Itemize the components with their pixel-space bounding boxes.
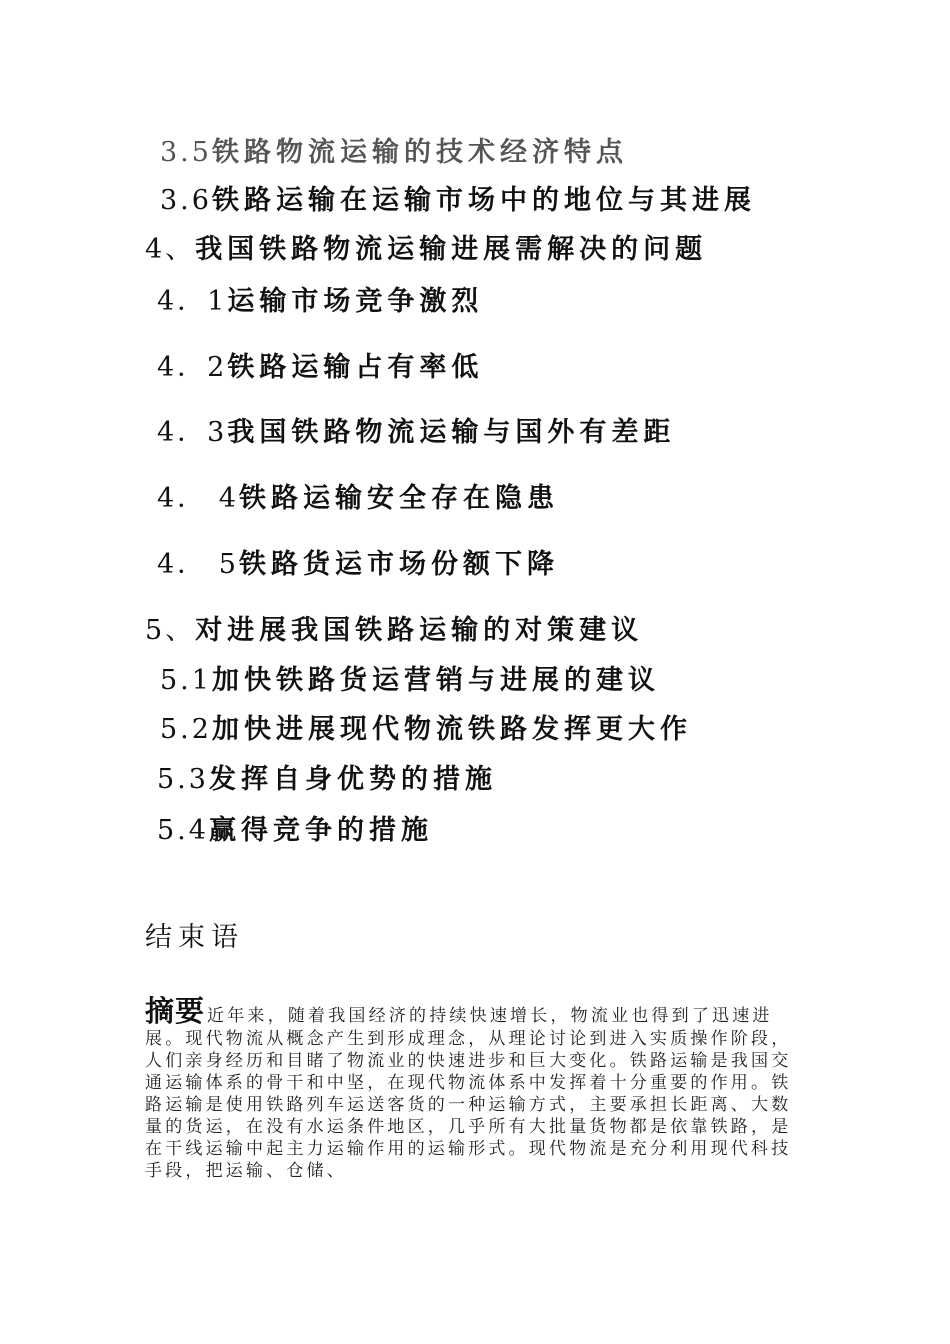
toc-title: 我国铁路物流运输与国外有差距	[227, 417, 676, 448]
toc-title: 运输市场竞争激烈	[227, 286, 484, 317]
toc-entry-4	[145, 233, 707, 267]
toc-title: 铁路运输在运输市场中的地位与其进展	[211, 185, 756, 216]
toc-number: 4、	[145, 234, 196, 265]
toc-number: 5.4	[157, 815, 209, 846]
toc-title: 对进展我国铁路运输的对策建议	[195, 615, 644, 646]
toc-number: 4． 5	[157, 549, 239, 580]
toc-entry-4-2	[157, 351, 483, 385]
toc-title: 赢得竞争的措施	[208, 815, 433, 846]
toc-entry-5	[145, 614, 643, 648]
toc-title: 发挥自身优势的措施	[208, 764, 497, 795]
toc-number: 4． 4	[157, 483, 239, 514]
toc-entry-4-5	[157, 548, 559, 582]
toc-number: 3.6	[160, 185, 212, 216]
toc-number: 5.1	[160, 665, 212, 696]
toc-title: 铁路货运市场份额下降	[238, 549, 559, 580]
toc-number: 5.2	[160, 714, 212, 745]
toc-entry-3-5	[160, 136, 628, 170]
toc-number: 4．2	[157, 352, 228, 383]
toc-entry-5-4	[157, 814, 433, 848]
toc-title: 加快铁路货运营销与进展的建议	[211, 665, 660, 696]
toc-entry-4-4	[157, 482, 559, 516]
toc-number: 3.5	[160, 137, 212, 168]
abstract-text: 近年来，随着我国经济的持续快速增长，物流业也得到了迅速进展。现代物流从概念产生到形成理念，从理论讨论到进入实质操作阶段，人们亲身经历和目睹了物流业的快速进步和巨大变化。铁路运输是我国交通运输体系的骨干和中坚，在现代物流体系中发挥着十分重要的作用。铁路运输是使用铁路列车运送客货的一种运输方式，主要承担长距离、大数量的货运，在没有水运条件地区，几乎所有大批量货物都是依靠铁路，是在干线运输中起主力运输作用的运输形式。现代物流是充分利用现代科技手段，把运输、仓储、	[145, 1006, 792, 1181]
toc-title: 铁路物流运输的技术经济特点	[211, 137, 628, 168]
toc-entry-5-3	[157, 763, 497, 797]
toc-title: 铁路运输安全存在隐患	[238, 483, 559, 514]
toc-entry-4-1	[157, 285, 483, 319]
toc-title: 铁路运输占有率低	[227, 352, 484, 383]
abstract-label: 摘要	[145, 994, 206, 1028]
toc-number: 5.3	[157, 764, 209, 795]
abstract-paragraph	[145, 994, 805, 1182]
toc-entry-3-6	[160, 184, 756, 218]
toc-number: 4．1	[157, 286, 228, 317]
toc-title: 我国铁路物流运输进展需解决的问题	[195, 234, 708, 265]
toc-number: 4．3	[157, 417, 228, 448]
toc-number: 5、	[145, 615, 196, 646]
toc-title: 加快进展现代物流铁路发挥更大作	[211, 714, 692, 745]
conclusion-heading: 结束语	[145, 922, 244, 953]
toc-entry-4-3	[157, 416, 675, 450]
toc-entry-5-2	[160, 713, 692, 747]
toc-entry-5-1	[160, 664, 660, 698]
